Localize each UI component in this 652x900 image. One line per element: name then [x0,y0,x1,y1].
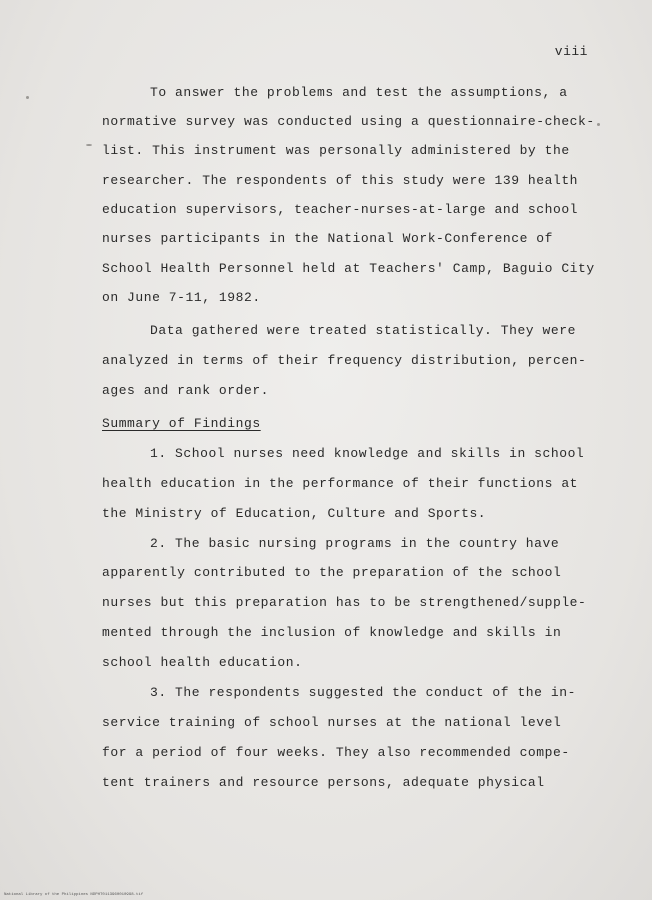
paragraph-1-line: To answer the problems and test the assumptions, a [150,85,568,100]
section-heading: Summary of Findings [102,416,261,431]
finding-1-line: 1. School nurses need knowledge and skills in school [150,446,585,461]
scan-speck [597,123,600,126]
paragraph-1-line: education supervisors, teacher-nurses-at-large and school [102,202,579,217]
scan-speck [26,96,29,99]
scan-speck [86,144,92,146]
footer-caption: National Library of the Philippines NDPHT0113960010998.tif [4,893,144,897]
finding-1-line: health education in the performance of their functions at [102,476,579,491]
finding-3-line: for a period of four weeks. They also recommended compe- [102,745,570,760]
paragraph-1-line: nurses participants in the National Work-Conference of [102,231,553,246]
finding-2-line: school health education. [102,655,303,670]
paragraph-1-line: on June 7-11, 1982. [102,290,261,305]
paragraph-1-line: researcher. The respondents of this study were 139 health [102,173,579,188]
paragraph-2-line: ages and rank order. [102,383,270,398]
paragraph-2-line: analyzed in terms of their frequency distribution, percen- [102,353,587,368]
finding-2-line: nurses but this preparation has to be strengthened/supple- [102,595,587,610]
paragraph-1-line: list. This instrument was personally administered by the [102,143,570,158]
paragraph-1-line: School Health Personnel held at Teachers' Camp, Baguio City [102,261,595,276]
finding-3-line: 3. The respondents suggested the conduct of the in- [150,685,576,700]
paragraph-1-line: normative survey was conducted using a questionnaire-check- [102,114,595,129]
finding-1-line: the Ministry of Education, Culture and Sports. [102,506,487,521]
finding-2-line: apparently contributed to the preparation of the school [102,565,562,580]
page-number: viii [554,44,588,59]
finding-3-line: tent trainers and resource persons, adequate physical [102,775,545,790]
finding-3-line: service training of school nurses at the national level [102,715,562,730]
paragraph-2-line: Data gathered were treated statistically. They were [150,323,576,338]
finding-2-line: 2. The basic nursing programs in the country have [150,536,560,551]
finding-2-line: mented through the inclusion of knowledge and skills in [102,625,562,640]
